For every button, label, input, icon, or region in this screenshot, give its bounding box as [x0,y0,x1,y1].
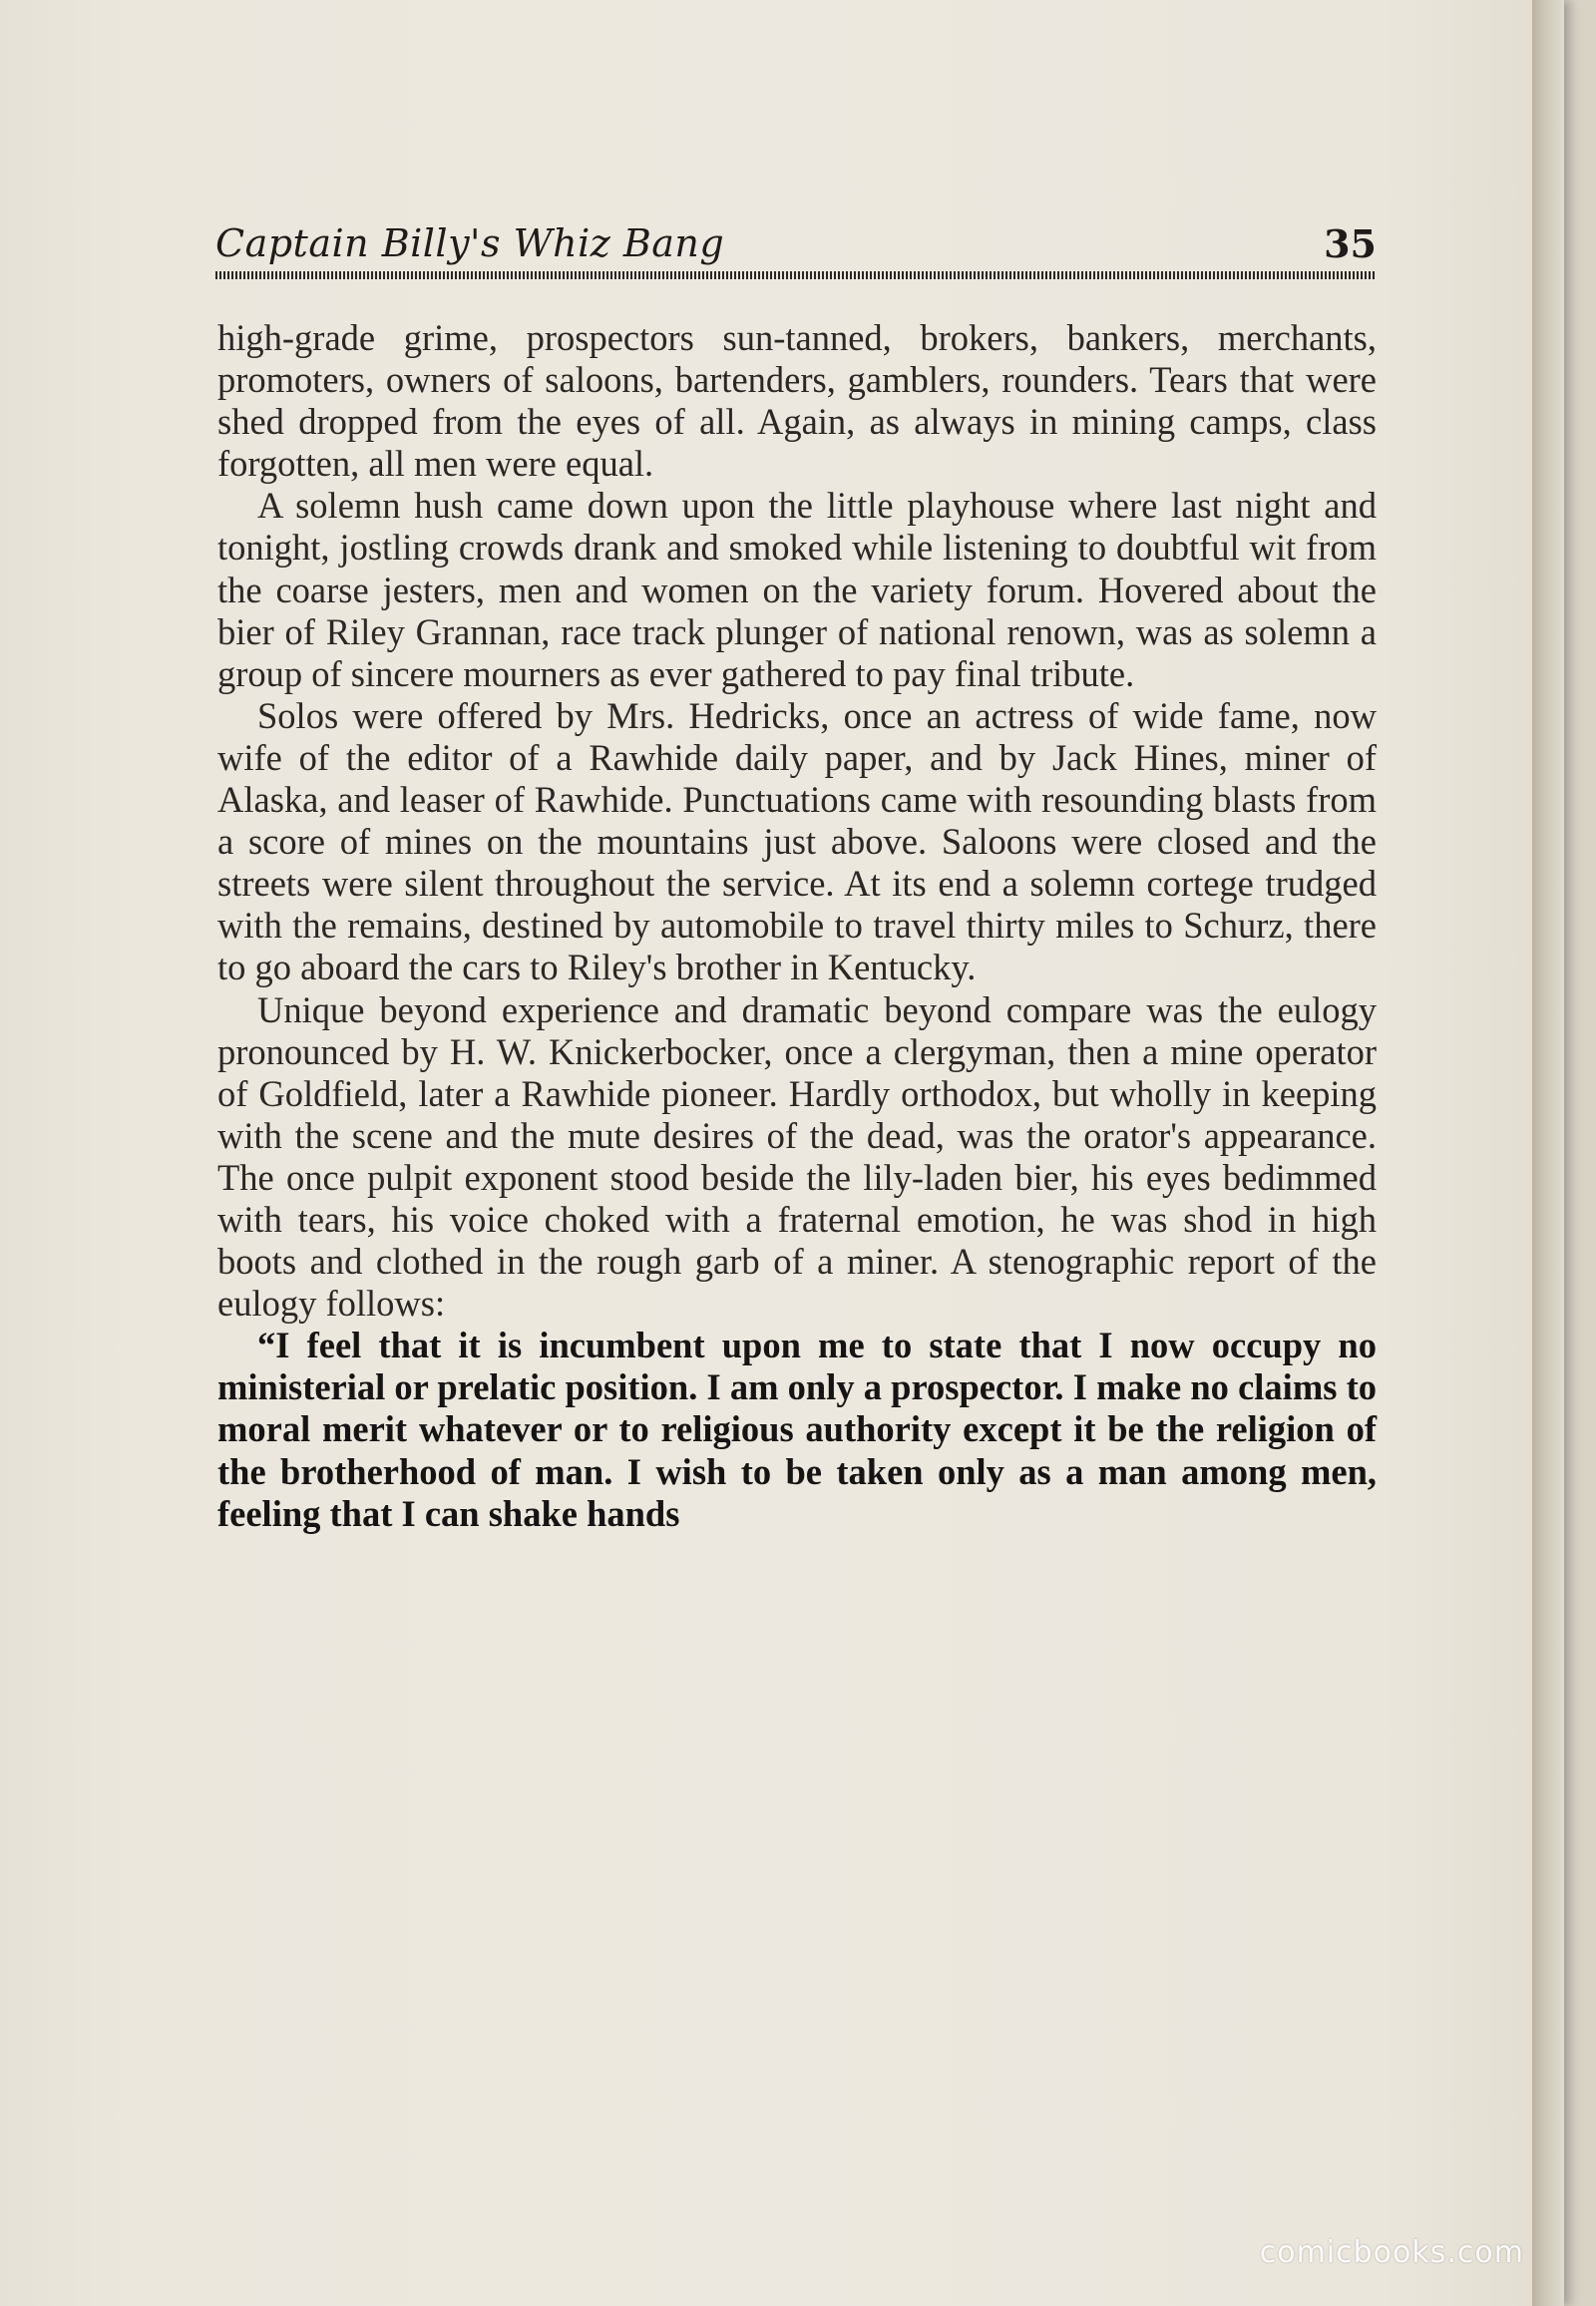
header-rule [215,271,1377,279]
page-number: 35 [1324,221,1377,266]
eulogy-quote: “I feel that it is incumbent upon me to state that I now occupy no ministerial or prelatic position. I am only a prospector. I make no claims to moral merit whatever or to religious authority except it be the religion of the brotherhood of man. I wish to be taken only as a man among men, feeling that I can shake hands [217,1325,1377,1534]
paragraph: A solemn hush came down upon the little playhouse where last night and tonight, jostling crowds drank and smoked while listening to doubtful wit from the coarse jesters, men and women on the variety forum. Hovered about the bier of Riley Grannan, race track plunger of national renown, was as solemn a group of sincere mourners as ever gathered to pay final tribute. [217,485,1377,694]
page-edge [1532,0,1564,2306]
watermark: comicbooks.com [1259,2235,1524,2270]
article-body [217,317,1377,1535]
paragraph: high-grade grime, prospectors sun-tanned, brokers, bankers, merchants, promoters, owners of saloons, bartenders, gamblers, rounders. Tears that were shed dropped from the eyes of all. Again, as always in mining camps, class forgotten, all men were equal. [217,317,1377,485]
paragraph: Solos were offered by Mrs. Hedricks, once an actress of wide fame, now wife of the editor of a Rawhide daily paper, and by Jack Hines, miner of Alaska, and leaser of Rawhide. Punctuations came with resounding blasts from a score of mines on the mountains just above. Saloons were closed and the streets were silent throughout the service. At its end a solemn cortege trudged with the remains, destined by automobile to travel thirty miles to Schurz, there to go aboard the cars to Riley's brother in Kentucky. [217,694,1377,988]
paragraph: Unique beyond experience and dramatic beyond compare was the eulogy pronounced by H. W. Knickerbocker, once a clergyman, then a mine operator of Goldfield, later a Rawhide pioneer. Hardly orthodox, but wholly in keeping with the scene and the mute desires of the dead, was the orator's appearance. The once pulpit exponent stood beside the lily-laden bier, his eyes bedimmed with tears, his voice choked with a fraternal emotion, he was shod in high boots and clothed in the rough garb of a miner. A stenographic report of the eulogy follows: [217,988,1377,1325]
running-header [215,221,1377,277]
running-title: Captain Billy's Whiz Bang [215,221,725,265]
